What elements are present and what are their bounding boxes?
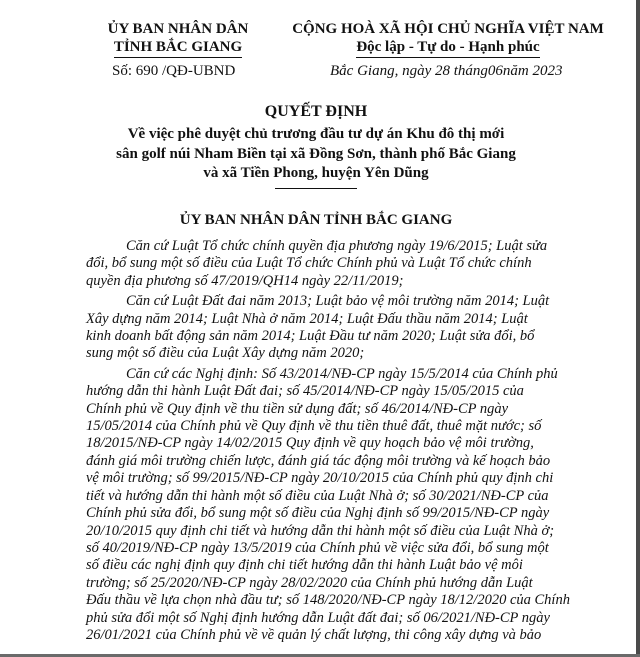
body-line: Đấu thầu về lựa chọn nhà đầu tư; số 148/2020/NĐ-CP ngày 18/12/2020 của Chính — [86, 592, 570, 609]
body-line: Căn cứ Luật Đất đai năm 2013; Luật bảo vệ môi trường năm 2014; Luật — [126, 293, 550, 310]
authority-line-1: ỦY BAN NHÂN DÂN — [107, 21, 249, 37]
national-motto: Độc lập - Tự do - Hạnh phúc — [356, 38, 539, 58]
issuing-authority — [78, 20, 278, 58]
body-line: đánh giá môi trường chiến lược, đánh giá tác động môi trường và kế hoạch bảo — [86, 452, 551, 469]
body-line: 26/01/2021 của Chính phủ về về quản lý chất lượng, thi công xây dựng và bảo — [86, 626, 542, 643]
body-line: số điều các nghị định quy định chi tiết hướng dẫn thi hành Luật bảo vệ môi — [86, 557, 523, 574]
body-line: vệ môi trường; số 99/2015/NĐ-CP ngày 20/10/2015 của Chính phủ quy định chi — [86, 470, 554, 487]
legal-basis-paragraph — [86, 366, 588, 645]
subtitle-line: Về việc phê duyệt chủ trương đầu tư dự án Khu đô thị mới — [127, 126, 505, 142]
subtitle-line: sân golf núi Nham Biền tại xã Đồng Sơn, thành phố Bắc Giang — [116, 145, 516, 162]
title-underline — [275, 188, 357, 189]
body-line: tiết và hướng dẫn thi hành một số điều của Luật Nhà ở; số 30/2021/NĐ-CP của — [86, 487, 549, 504]
body-line: phủ sửa đổi một số Nghị định hướng dẫn Luật đất đai; số 06/2021/NĐ-CP ngày — [86, 609, 550, 626]
body-line: 15/05/2014 của Chính phủ về Quy định về thu tiền thuê đất, thuê mặt nước; số — [86, 418, 542, 435]
document-subtitle — [0, 125, 632, 184]
body-line: quyền địa phương số 47/2019/QH14 ngày 22/11/2019; — [86, 272, 404, 289]
national-header — [282, 20, 614, 58]
body-line: sung một số điều của Luật Xây dựng năm 2020; — [86, 345, 365, 362]
committee-heading: ỦY BAN NHÂN DÂN TỈNH BẮC GIANG — [179, 212, 453, 228]
legal-basis-paragraph — [86, 238, 588, 290]
body-line: Chính phủ về Quy định về thu tiền sử dụng đất; số 46/2014/NĐ-CP ngày — [86, 400, 509, 417]
body-line: 20/10/2015 quy định chi tiết và hướng dẫn thi hành một số điều của Luật Nhà ở; — [86, 522, 555, 539]
authority-line-2: TỈNH BẮC GIANG — [114, 38, 242, 58]
body-line: hướng dẫn thi hành Luật Đất đai; số 45/2014/NĐ-CP ngày 15/05/2015 của — [86, 383, 524, 400]
body-line: số 40/2019/NĐ-CP ngày 13/5/2019 của Chính phủ về việc sửa đổi, bổ sung một — [86, 539, 549, 556]
page-right-border — [636, 0, 640, 657]
body-line: Căn cứ Luật Tổ chức chính quyền địa phương ngày 19/6/2015; Luật sửa — [126, 238, 548, 254]
document-body — [86, 238, 588, 647]
document-title: QUYẾT ĐỊNH — [264, 103, 368, 120]
body-line: đổi, bổ sung một số điều của Luật Tổ chức Chính phủ và Luật Tổ chức chính — [86, 255, 532, 272]
document-number: Số: 690 /QĐ-UBND — [112, 63, 236, 79]
body-line: Căn cứ các Nghị định: Số 43/2014/NĐ-CP ngày 15/5/2014 của Chính phủ — [126, 365, 558, 382]
nation-name: CỘNG HOÀ XÃ HỘI CHỦ NGHĨA VIỆT NAM — [292, 21, 604, 37]
body-line: Xây dựng năm 2014; Luật Nhà ở năm 2014; Luật Đấu thầu năm 2014; Luật — [86, 310, 528, 327]
body-line: 18/2015/NĐ-CP ngày 14/02/2015 Quy định về quy hoạch bảo vệ môi trường, — [86, 435, 534, 452]
body-line: Chính phủ sửa đổi, bổ sung một số điều của Nghị định số 99/2015/NĐ-CP ngày — [86, 505, 550, 522]
issue-date: Bắc Giang, ngày 28 tháng06năm 2023 — [330, 63, 563, 79]
body-line: kinh doanh bất động sản năm 2014; Luật Đầu tư năm 2020; Luật sửa đổi, bổ — [86, 328, 535, 345]
subtitle-line: và xã Tiền Phong, huyện Yên Dũng — [203, 165, 429, 181]
body-line: trường; số 25/2020/NĐ-CP ngày 28/02/2020 của Chính phủ hướng dẫn Luật — [86, 574, 533, 591]
legal-basis-paragraph — [86, 293, 588, 363]
